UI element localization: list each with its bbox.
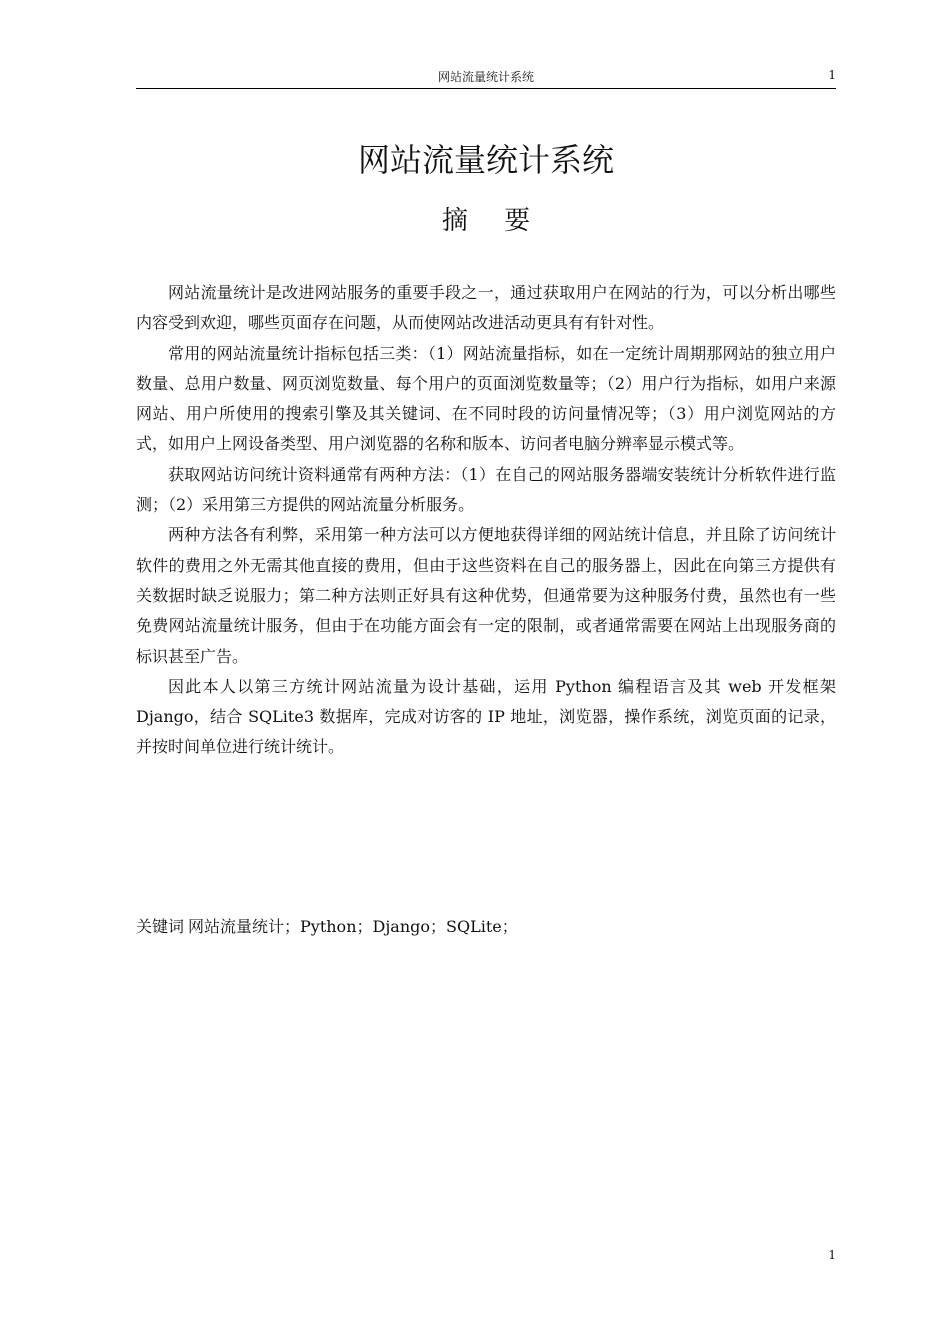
- abstract-body: [136, 278, 836, 763]
- header-title: 网站流量统计系统: [437, 70, 534, 84]
- footer-page-number: 1: [828, 1248, 836, 1262]
- abstract-paragraph: 常用的网站流量统计指标包括三类：（1）网站流量指标，如在一定统计周期那网站的独立用户数量、总用户数量、网页浏览数量、每个用户的页面浏览数量等；（2）用户行为指标，如用户来源网站、用户所使用的搜索引擎及其关键词、在不同时段的访问量情况等；（3）用户浏览网站的方式，如用户上网设备类型、用户浏览器的名称和版本、访问者电脑分辨率显示模式等。: [136, 343, 836, 454]
- keywords-line: [136, 912, 836, 942]
- header-page-number: 1: [828, 68, 836, 82]
- keywords-text: 网站流量统计；Python；Django；SQLite；: [188, 917, 518, 936]
- abstract-paragraph: 两种方法各有利弊，采用第一种方法可以方便地获得详细的网站统计信息，并且除了访问统计软件的费用之外无需其他直接的费用，但由于这些资料在自己的服务器上，因此在向第三方提供有关数据时缺乏说服力；第二种方法则正好具有这种优势，但通常要为这种服务付费，虽然也有一些免费网站流量统计服务，但由于在功能方面会有一定的限制，或者通常需要在网站上出现服务商的标识甚至广告。: [136, 525, 836, 666]
- keywords-label: 关键词: [136, 917, 185, 936]
- abstract-paragraph: 因此本人以第三方统计网站流量为设计基础，运用 Python 编程语言及其 web 开发框架 Django，结合 SQLite3 数据库，完成对访客的 IP 地址，浏览器，操作系统，浏览页面的记录，并按时间单位进行统计统计。: [136, 676, 836, 757]
- abstract-paragraph: 网站流量统计是改进网站服务的重要手段之一，通过获取用户在网站的行为，可以分析出哪些内容受到欢迎，哪些页面存在问题，从而使网站改进活动更具有有针对性。: [136, 283, 836, 333]
- abstract-paragraph: 获取网站访问统计资料通常有两种方法：（1）在自己的网站服务器端安装统计分析软件进行监测；（2）采用第三方提供的网站流量分析服务。: [136, 464, 836, 515]
- running-header: [136, 66, 836, 89]
- document-title: 网站流量统计系统: [357, 141, 614, 179]
- abstract-heading: 摘 要: [441, 206, 545, 236]
